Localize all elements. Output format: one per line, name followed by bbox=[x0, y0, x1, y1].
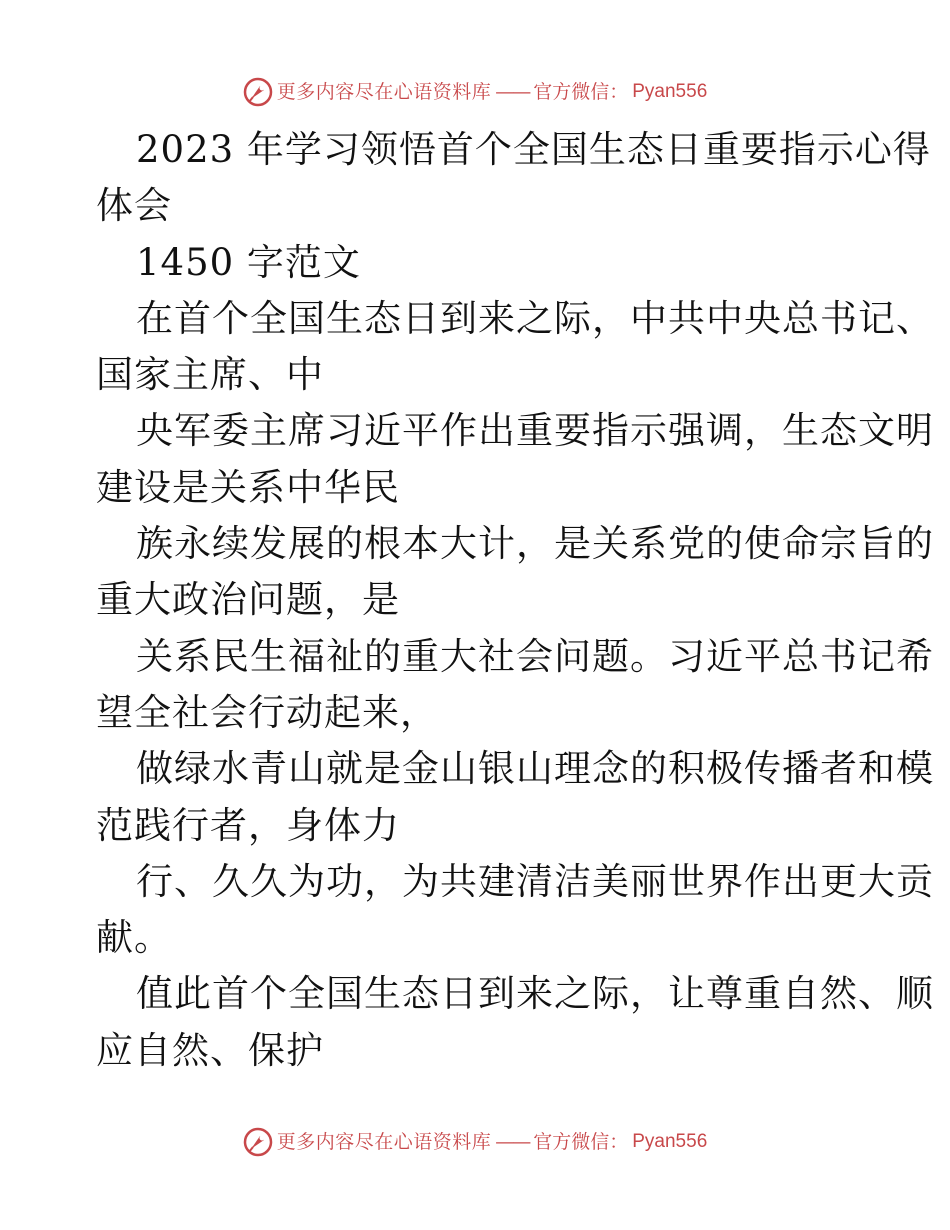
footer-banner bbox=[0, 1127, 950, 1157]
doc-line: 献。 bbox=[96, 916, 172, 960]
banner-dash: —— bbox=[495, 1131, 530, 1153]
doc-line: 行、久久为功，为共建清洁美丽世界作出更大贡 bbox=[136, 859, 934, 903]
banner-wechat-label: 官方微信： bbox=[533, 1131, 629, 1153]
banner-main-text: 更多内容尽在心语资料库 bbox=[276, 81, 492, 103]
banner-main-text: 更多内容尽在心语资料库 bbox=[276, 1131, 492, 1153]
doc-line: 做绿水青山就是金山银山理念的积极传播者和模 bbox=[136, 747, 934, 791]
doc-line: 望全社会行动起来， bbox=[96, 690, 438, 734]
banner-wechat-id: Pyan556 bbox=[632, 1131, 708, 1152]
doc-line: 应自然、保护 bbox=[96, 1028, 324, 1072]
doc-line: 范践行者，身体力 bbox=[96, 803, 400, 847]
header-banner bbox=[0, 77, 950, 107]
banner-wechat-label: 官方微信： bbox=[533, 81, 629, 103]
document-body bbox=[96, 122, 934, 1079]
doc-line: 重大政治问题，是 bbox=[96, 578, 400, 622]
doc-line: 族永续发展的根本大计，是关系党的使命宗旨的 bbox=[136, 522, 934, 566]
doc-line: 值此首个全国生态日到来之际，让尊重自然、顺 bbox=[136, 972, 934, 1016]
doc-line: 央军委主席习近平作出重要指示强调，生态文明 bbox=[136, 409, 934, 453]
doc-subtitle: 1450 字范文 bbox=[136, 240, 361, 284]
banner-wechat-id: Pyan556 bbox=[632, 81, 708, 102]
doc-line: 关系民生福祉的重大社会问题。习近平总书记希 bbox=[136, 634, 934, 678]
doc-title-line-1: 2023 年学习领悟首个全国生态日重要指示心得 bbox=[136, 128, 931, 171]
doc-line: 在首个全国生态日到来之际，中共中央总书记、 bbox=[136, 296, 934, 340]
doc-title-line-2: 体会 bbox=[96, 184, 172, 228]
pen-nib-logo-icon bbox=[243, 1127, 273, 1157]
banner-dash: —— bbox=[495, 81, 530, 103]
pen-nib-logo-icon bbox=[243, 77, 273, 107]
doc-line: 建设是关系中华民 bbox=[96, 465, 400, 509]
doc-line: 国家主席、中 bbox=[96, 353, 324, 397]
